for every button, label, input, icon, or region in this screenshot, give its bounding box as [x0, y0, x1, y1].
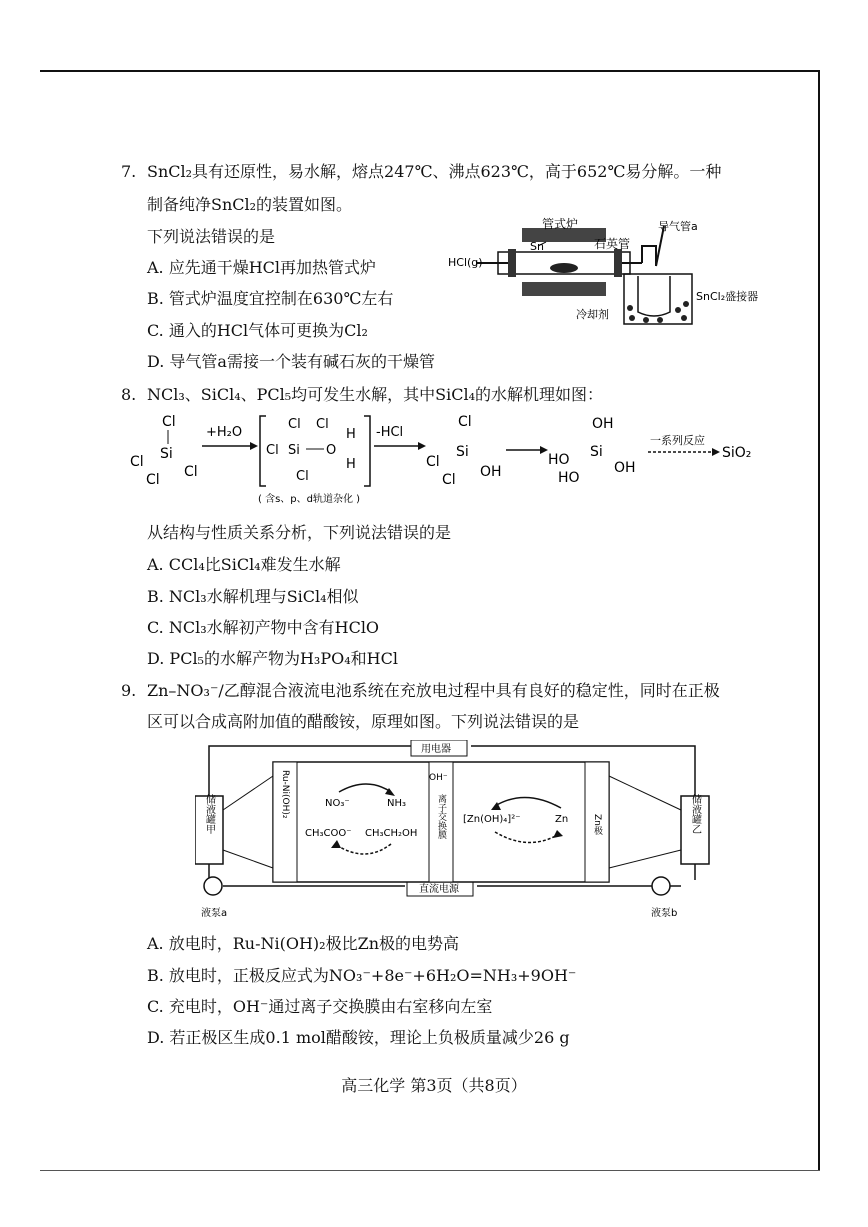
- arrow-label-h2o: +H₂O: [206, 425, 243, 440]
- q8-option-a: A. CCl₄比SiCl₄难发生水解: [147, 555, 341, 574]
- species-ch3coo: CH₃COO⁻: [305, 828, 352, 839]
- p2-ho-left: HO: [548, 452, 570, 468]
- q8-option-b: B. NCl₃水解机理与SiCl₄相似: [147, 587, 359, 606]
- p1-si: Si: [456, 444, 469, 460]
- label-pump-b: 液泵b: [651, 908, 678, 919]
- q8-prompt: 从结构与性质关系分析，下列说法错误的是: [147, 523, 452, 542]
- p2-si: Si: [590, 444, 603, 460]
- label-membrane: 离子交换膜: [436, 794, 446, 839]
- species-zincate: [Zn(OH)₄]²⁻: [463, 814, 521, 825]
- q9-option-d: D. 若正极区生成0.1 mol醋酸铵，理论上负极质量减少26 g: [147, 1028, 570, 1047]
- p2-oh-right: OH: [614, 460, 636, 476]
- pump-b: [652, 877, 670, 895]
- label-pump-a: 液泵a: [201, 908, 228, 919]
- right-border: [818, 70, 820, 1170]
- right-stopper: [614, 249, 622, 277]
- p1-cl-left: Cl: [426, 454, 440, 470]
- arrow-label-hcl: -HCl: [376, 425, 404, 440]
- q7-option-a: A. 应先通干燥HCl再加热管式炉: [147, 258, 377, 277]
- q7-apparatus-diagram: [446, 216, 796, 336]
- q8-mechanism-diagram: [120, 410, 770, 510]
- species-ch3ch2oh: CH₃CH₂OH: [365, 828, 418, 839]
- q7-stem-line2: 制备纯净SnCl₂的装置如图。: [147, 195, 353, 214]
- label-left-electrode: Ru-Ni(OH)₂: [280, 770, 290, 819]
- species-no3: NO₃⁻: [325, 798, 350, 809]
- int-h-2: H: [346, 457, 356, 472]
- q7-prompt: 下列说法错误的是: [147, 227, 276, 246]
- p2-ho-bottom: HO: [558, 470, 580, 486]
- q9-stem-line1: Zn–NO₃⁻/乙醇混合液流电池系统在充放电过程中具有良好的稳定性，同时在正极: [147, 681, 720, 700]
- label-furnace: 管式炉: [542, 217, 579, 231]
- sicl4-cl-right: Cl: [184, 464, 198, 480]
- top-border: [40, 70, 820, 72]
- int-cl-2: Cl: [316, 417, 329, 432]
- label-coolant: 冷却剂: [576, 308, 609, 321]
- label-load: 用电器: [421, 744, 451, 755]
- label-quartz: 石英管: [594, 237, 631, 251]
- q9-option-c: C. 充电时，OH⁻通过离子交换膜由右室移向左室: [147, 997, 493, 1016]
- label-oh: OH⁻: [429, 773, 448, 783]
- p2-oh-top: OH: [592, 416, 614, 432]
- q8-option-d: D. PCl₅的水解产物为H₃PO₄和HCl: [147, 649, 398, 668]
- q9-stem-line2: 区可以合成高附加值的醋酸铵，原理如图。下列说法错误的是: [147, 712, 580, 731]
- sicl4-cl-top: Cl: [162, 414, 176, 430]
- q9-option-b: B. 放电时，正极反应式为NO₃⁻+8e⁻+6H₂O=NH₃+9OH⁻: [147, 966, 577, 985]
- page-footer: 高三化学 第3页（共8页）: [341, 1076, 527, 1095]
- coolant-pellets: [627, 301, 689, 323]
- q9-cell-diagram: [195, 740, 715, 925]
- sicl4-si: Si: [160, 446, 173, 462]
- label-hcl: HCl(g): [448, 256, 483, 269]
- label-sn: Sn: [530, 240, 544, 253]
- q9-option-a: A. 放电时，Ru-Ni(OH)₂极比Zn极的电势高: [147, 934, 459, 953]
- product-sio2: SiO₂: [722, 445, 752, 461]
- left-stopper: [508, 249, 516, 277]
- sn-sample: [550, 263, 578, 273]
- species-zn: Zn: [555, 814, 569, 825]
- bottom-border: [40, 1170, 820, 1171]
- p1-cl-bottom: Cl: [442, 472, 456, 488]
- sicl4-cl-bottom: Cl: [146, 472, 160, 488]
- receiver-flask: [638, 276, 670, 316]
- sicl4-cl-left: Cl: [130, 454, 144, 470]
- label-dc: 直流电源: [419, 884, 459, 895]
- int-cl-4: Cl: [296, 469, 309, 484]
- int-cl-3: Cl: [266, 443, 279, 458]
- q8-option-c: C. NCl₃水解初产物中含有HClO: [147, 618, 380, 637]
- q7-stem-line1: SnCl₂具有还原性，易水解，熔点247℃、沸点623℃，高于652℃易分解。一种: [147, 162, 722, 181]
- q7-number: 7.: [121, 162, 137, 181]
- q8-stem-line1: NCl₃、SiCl₄、PCl₅均可发生水解，其中SiCl₄的水解机理如图：: [147, 385, 604, 404]
- int-si: Si: [288, 443, 300, 458]
- label-right-electrode: Zn极: [592, 814, 602, 835]
- pump-a: [204, 877, 222, 895]
- label-gas-tube: 导气管a: [658, 220, 698, 233]
- p1-oh: OH: [480, 464, 502, 480]
- q9-number: 9.: [121, 681, 137, 700]
- q7-option-b: B. 管式炉温度宜控制在630℃左右: [147, 289, 394, 308]
- furnace-bottom-block: [522, 282, 606, 296]
- species-nh3: NH₃: [387, 798, 407, 809]
- p1-cl-top: Cl: [458, 414, 472, 430]
- connector-tube: [642, 246, 656, 266]
- bracket-right: [364, 416, 370, 486]
- q7-option-c: C. 通入的HCl气体可更换为Cl₂: [147, 321, 368, 340]
- label-receiver: SnCl₂盛接器: [696, 290, 759, 303]
- label-tank-b: 储液罐乙: [689, 794, 701, 834]
- label-tank-a: 储液罐甲: [203, 794, 215, 834]
- q8-number: 8.: [121, 385, 137, 404]
- int-o: O: [326, 443, 337, 458]
- hybridization-note: ( 含s、p、d轨道杂化 ): [258, 494, 361, 505]
- arrow-label-series: 一系列反应: [650, 434, 705, 447]
- int-cl-1: Cl: [288, 417, 301, 432]
- q7-option-d: D. 导气管a需接一个装有碱石灰的干燥管: [147, 352, 435, 371]
- int-h-1: H: [346, 427, 356, 442]
